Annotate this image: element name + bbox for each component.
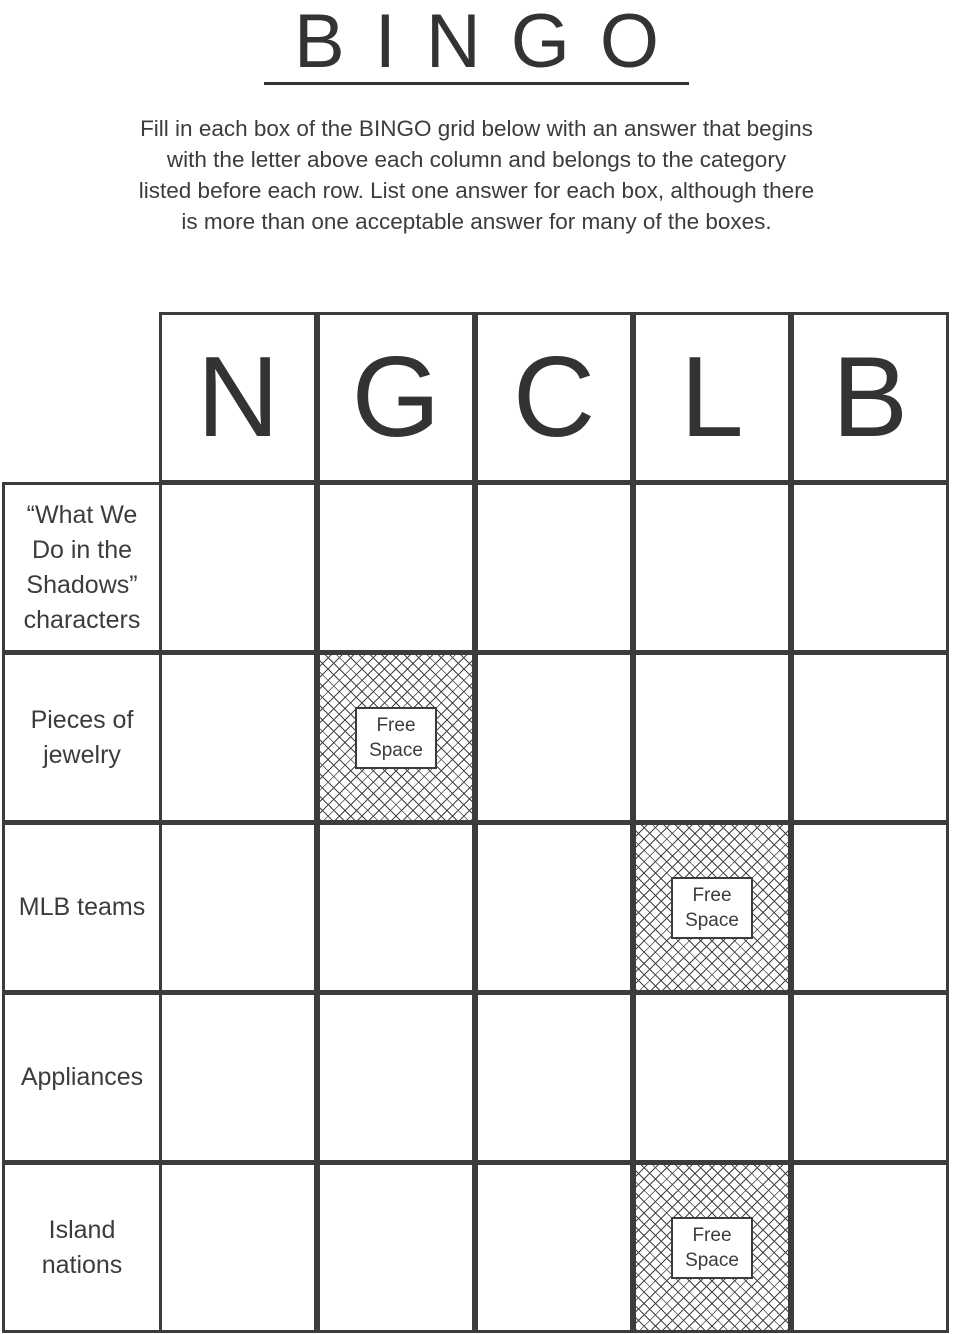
free-space-line: Free	[692, 1224, 732, 1246]
answer-cell[interactable]	[791, 822, 949, 993]
answer-cell[interactable]	[475, 822, 633, 993]
row-category: MLB teams	[2, 822, 162, 993]
free-space-label	[671, 877, 753, 939]
bingo-board	[0, 312, 953, 1334]
column-header-g: G	[317, 312, 475, 483]
column-header-l: L	[633, 312, 791, 483]
answer-cell[interactable]	[317, 482, 475, 653]
answer-cell[interactable]	[159, 652, 317, 823]
answer-cell[interactable]	[317, 822, 475, 993]
answer-cell[interactable]	[791, 482, 949, 653]
instructions-line: with the letter above each column and belongs to the category	[166, 147, 787, 172]
free-space-line: Space	[685, 909, 739, 931]
row-category: Island nations	[2, 1162, 162, 1333]
column-header-c: C	[475, 312, 633, 483]
page-title	[0, 0, 953, 85]
row-category: Pieces of jewelry	[2, 652, 162, 823]
free-space-line: Space	[369, 739, 423, 761]
free-space-cell	[633, 1162, 791, 1333]
answer-cell[interactable]	[159, 482, 317, 653]
answer-cell[interactable]	[159, 1162, 317, 1333]
answer-cell[interactable]	[633, 482, 791, 653]
answer-cell[interactable]	[791, 992, 949, 1163]
answer-cell[interactable]	[475, 992, 633, 1163]
instructions	[100, 113, 853, 237]
instructions-line: Fill in each box of the BINGO grid below with an answer that begins	[140, 116, 813, 141]
answer-cell[interactable]	[159, 992, 317, 1163]
column-header-b: B	[791, 312, 949, 483]
row-category: “What We Do in the Shadows” characters	[2, 482, 162, 653]
title-text: BINGO	[264, 4, 689, 85]
instructions-line: is more than one acceptable answer for many of the boxes.	[181, 209, 772, 234]
free-space-cell	[633, 822, 791, 993]
free-space-cell	[317, 652, 475, 823]
answer-cell[interactable]	[317, 1162, 475, 1333]
free-space-label	[671, 1217, 753, 1279]
answer-cell[interactable]	[475, 1162, 633, 1333]
column-header-n: N	[159, 312, 317, 483]
answer-cell[interactable]	[475, 482, 633, 653]
answer-cell[interactable]	[633, 992, 791, 1163]
answer-cell[interactable]	[475, 652, 633, 823]
answer-cell[interactable]	[317, 992, 475, 1163]
instructions-line: listed before each row. List one answer for each box, although there	[138, 178, 815, 203]
free-space-line: Free	[692, 884, 732, 906]
free-space-label	[355, 707, 437, 769]
answer-cell[interactable]	[791, 652, 949, 823]
answer-cell[interactable]	[159, 822, 317, 993]
free-space-line: Free	[376, 714, 416, 736]
answer-cell[interactable]	[633, 652, 791, 823]
row-category: Appliances	[2, 992, 162, 1163]
free-space-line: Space	[685, 1249, 739, 1271]
answer-cell[interactable]	[791, 1162, 949, 1333]
